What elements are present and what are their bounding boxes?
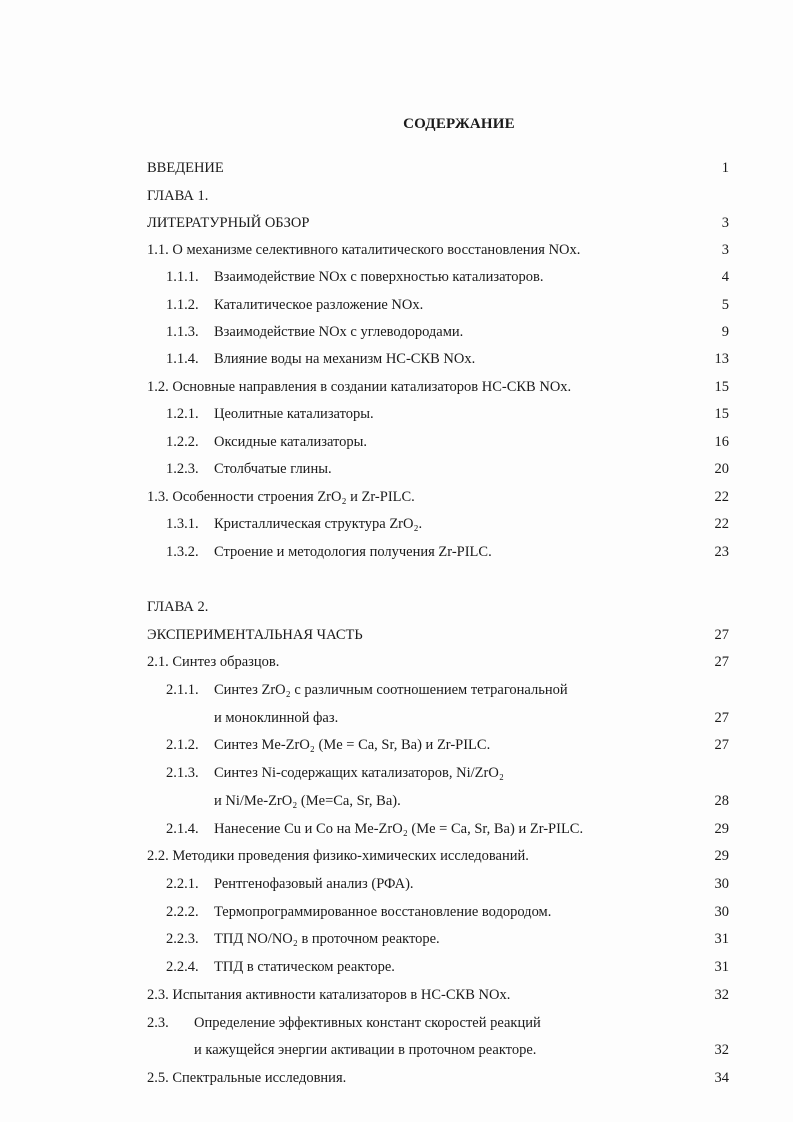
toc-entry-page: 30: [714, 876, 729, 892]
toc-entry-page: 29: [714, 821, 729, 837]
toc-entry: [147, 818, 747, 840]
toc-entry-text: Рентгенофазовый анализ (РФА).: [214, 876, 414, 892]
toc-entry-number: 2.1.2.: [166, 737, 199, 753]
toc-entry-page: 16: [714, 434, 729, 450]
toc-entry: [147, 928, 747, 950]
toc-entry: [147, 376, 747, 398]
toc-entry: [147, 431, 747, 453]
toc-entry: [147, 239, 747, 261]
toc-entry-page: 23: [714, 544, 729, 560]
toc-entry: [147, 541, 747, 563]
toc-entry-page: 22: [714, 489, 729, 505]
toc-entry-page: 27: [714, 654, 729, 670]
toc-entry-text: Нанесение Cu и Co на Me-ZrO₂ (Me = Ca, Sr, Ba) и Zr-PILC.: [214, 821, 584, 837]
toc-entry-page: 34: [714, 1070, 729, 1086]
toc-entry-text: Синтез Ni-содержащих катализаторов, Ni/ZrO₂: [214, 765, 504, 781]
toc-entry-page: 1: [721, 160, 729, 176]
toc-entry-number: 1.2.1.: [166, 406, 199, 422]
toc-entry-number: 2.2.3.: [166, 931, 199, 947]
toc-entry: [147, 212, 747, 234]
toc-entry-page: 27: [714, 627, 729, 643]
toc-entry-continuation: [147, 1039, 747, 1061]
toc-entry-page: 13: [714, 351, 729, 367]
toc-entry-text: Термопрограммированное восстановление водородом.: [214, 904, 552, 920]
toc-entry: [147, 157, 747, 179]
toc-entry: [147, 486, 747, 508]
toc-entry-text: Кристаллическая структура ZrO₂.: [214, 516, 423, 532]
toc-entry-page: 30: [714, 904, 729, 920]
toc-entry-number: 2.2.2.: [166, 904, 199, 920]
toc-entry-page: 31: [714, 931, 729, 947]
toc-entry-text: Взаимодействие NOx с углеводородами.: [214, 324, 464, 340]
toc-entry-page: 4: [721, 269, 729, 285]
toc-entry: [147, 596, 747, 618]
toc-entry-continuation: [147, 707, 747, 729]
toc-entry-text: Оксидные катализаторы.: [214, 434, 368, 450]
toc-entry-page: 31: [714, 959, 729, 975]
toc-entry: [147, 1012, 747, 1034]
toc-entry-page: 15: [714, 406, 729, 422]
toc-entry-page: 32: [714, 1042, 729, 1058]
toc-entry-text: 1.1. О механизме селективного каталитического восстановления NOx.: [147, 242, 581, 258]
toc-entry-text: Строение и методология получения Zr-PILC.: [214, 544, 492, 560]
toc-entry: [147, 651, 747, 673]
toc-entry-number: 1.1.3.: [166, 324, 199, 340]
toc-entry-text: 1.3. Особенности строения ZrO₂ и Zr-PILC.: [147, 489, 415, 505]
toc-entry: [147, 458, 747, 480]
toc-entry-page: 20: [714, 461, 729, 477]
toc-entry-text: Влияние воды на механизм НС-СКВ NOx.: [214, 351, 476, 367]
toc-entry-text: ВВЕДЕНИЕ: [147, 160, 224, 176]
toc-entry-page: 15: [714, 379, 729, 395]
toc-entry-page: 5: [721, 297, 729, 313]
toc-entry-text: ЭКСПЕРИМЕНТАЛЬНАЯ ЧАСТЬ: [147, 627, 363, 643]
toc-entry-text: Каталитическое разложение NOx.: [214, 297, 424, 313]
toc-entry-text: 2.5. Спектральные исследовния.: [147, 1070, 347, 1086]
toc-entry-text: и кажущейся энергии активации в проточном реакторе.: [194, 1042, 537, 1058]
toc-entry-page: 9: [721, 324, 729, 340]
toc-entry: [147, 873, 747, 895]
toc-entry-number: 2.1.4.: [166, 821, 199, 837]
toc-entry: [147, 1067, 747, 1089]
toc-entry-text: Цеолитные катализаторы.: [214, 406, 374, 422]
toc-entry: [147, 185, 747, 207]
toc-entry: [147, 266, 747, 288]
toc-entry: [147, 348, 747, 370]
toc-entry-page: 3: [721, 242, 729, 258]
toc-entry-text: ГЛАВА 2.: [147, 599, 209, 615]
toc-entry-page: 3: [721, 215, 729, 231]
toc-entry-number: 1.2.2.: [166, 434, 199, 450]
toc-entry-number: 1.2.3.: [166, 461, 199, 477]
toc-entry: [147, 984, 747, 1006]
toc-entry-number: 1.3.1.: [166, 516, 199, 532]
toc-entry-number: 2.1.3.: [166, 765, 199, 781]
toc-entry-text: ГЛАВА 1.: [147, 188, 209, 204]
toc-entry: [147, 321, 747, 343]
toc-entry-number: 2.2.4.: [166, 959, 199, 975]
toc-entry-page: 32: [714, 987, 729, 1003]
toc-entry: [147, 679, 747, 701]
page-title: СОДЕРЖАНИЕ: [403, 116, 515, 132]
toc-entry-page: 22: [714, 516, 729, 532]
toc-entry-page: 28: [714, 793, 729, 809]
toc-entry-text: 2.3. Испытания активности катализаторов в НС-СКВ NOx.: [147, 987, 511, 1003]
toc-entry-continuation: [147, 790, 747, 812]
toc-entry-number: 1.1.2.: [166, 297, 199, 313]
toc-entry-text: ТПД в статическом реакторе.: [214, 959, 395, 975]
toc-entry-text: 2.2. Методики проведения физико-химических исследований.: [147, 848, 529, 864]
toc-entry: [147, 901, 747, 923]
toc-entry-number: 1.1.4.: [166, 351, 199, 367]
toc-entry-text: ЛИТЕРАТУРНЫЙ ОБЗОР: [147, 215, 310, 231]
toc-entry-page: 27: [714, 710, 729, 726]
toc-entry-text: и Ni/Me-ZrO₂ (Me=Ca, Sr, Ba).: [214, 793, 401, 809]
toc-entry-text: Синтез Me-ZrO₂ (Me = Ca, Sr, Ba) и Zr-PILC.: [214, 737, 491, 753]
toc-entry: [147, 734, 747, 756]
toc-entry-number: 2.2.1.: [166, 876, 199, 892]
toc-entry: [147, 624, 747, 646]
toc-entry-text: Определение эффективных констант скоростей реакций: [194, 1015, 541, 1031]
toc-entry-text: Столбчатые глины.: [214, 461, 332, 477]
toc-entry: [147, 513, 747, 535]
toc-entry-text: 1.2. Основные направления в создании катализаторов НС-СКВ NOx.: [147, 379, 572, 395]
toc-entry-page: 29: [714, 848, 729, 864]
toc-entry-text: ТПД NO/NO₂ в проточном реакторе.: [214, 931, 440, 947]
toc-entry-text: и моноклинной фаз.: [214, 710, 339, 726]
toc-entry-text: 2.1. Синтез образцов.: [147, 654, 280, 670]
toc-entry-page: 27: [714, 737, 729, 753]
toc-entry: [147, 403, 747, 425]
toc-entry-text: Взаимодействие NOx с поверхностью катализаторов.: [214, 269, 544, 285]
toc-entry-number: 1.3.2.: [166, 544, 199, 560]
toc-entry: [147, 294, 747, 316]
toc-entry-number: 2.1.1.: [166, 682, 199, 698]
toc-entry-number: 1.1.1.: [166, 269, 199, 285]
toc-entry-number: 2.3.: [147, 1015, 169, 1031]
toc-entry-text: Синтез ZrO₂ с различным соотношением тетрагональной: [214, 682, 568, 698]
toc-entry: [147, 956, 747, 978]
toc-entry: [147, 845, 747, 867]
toc-entry: [147, 762, 747, 784]
